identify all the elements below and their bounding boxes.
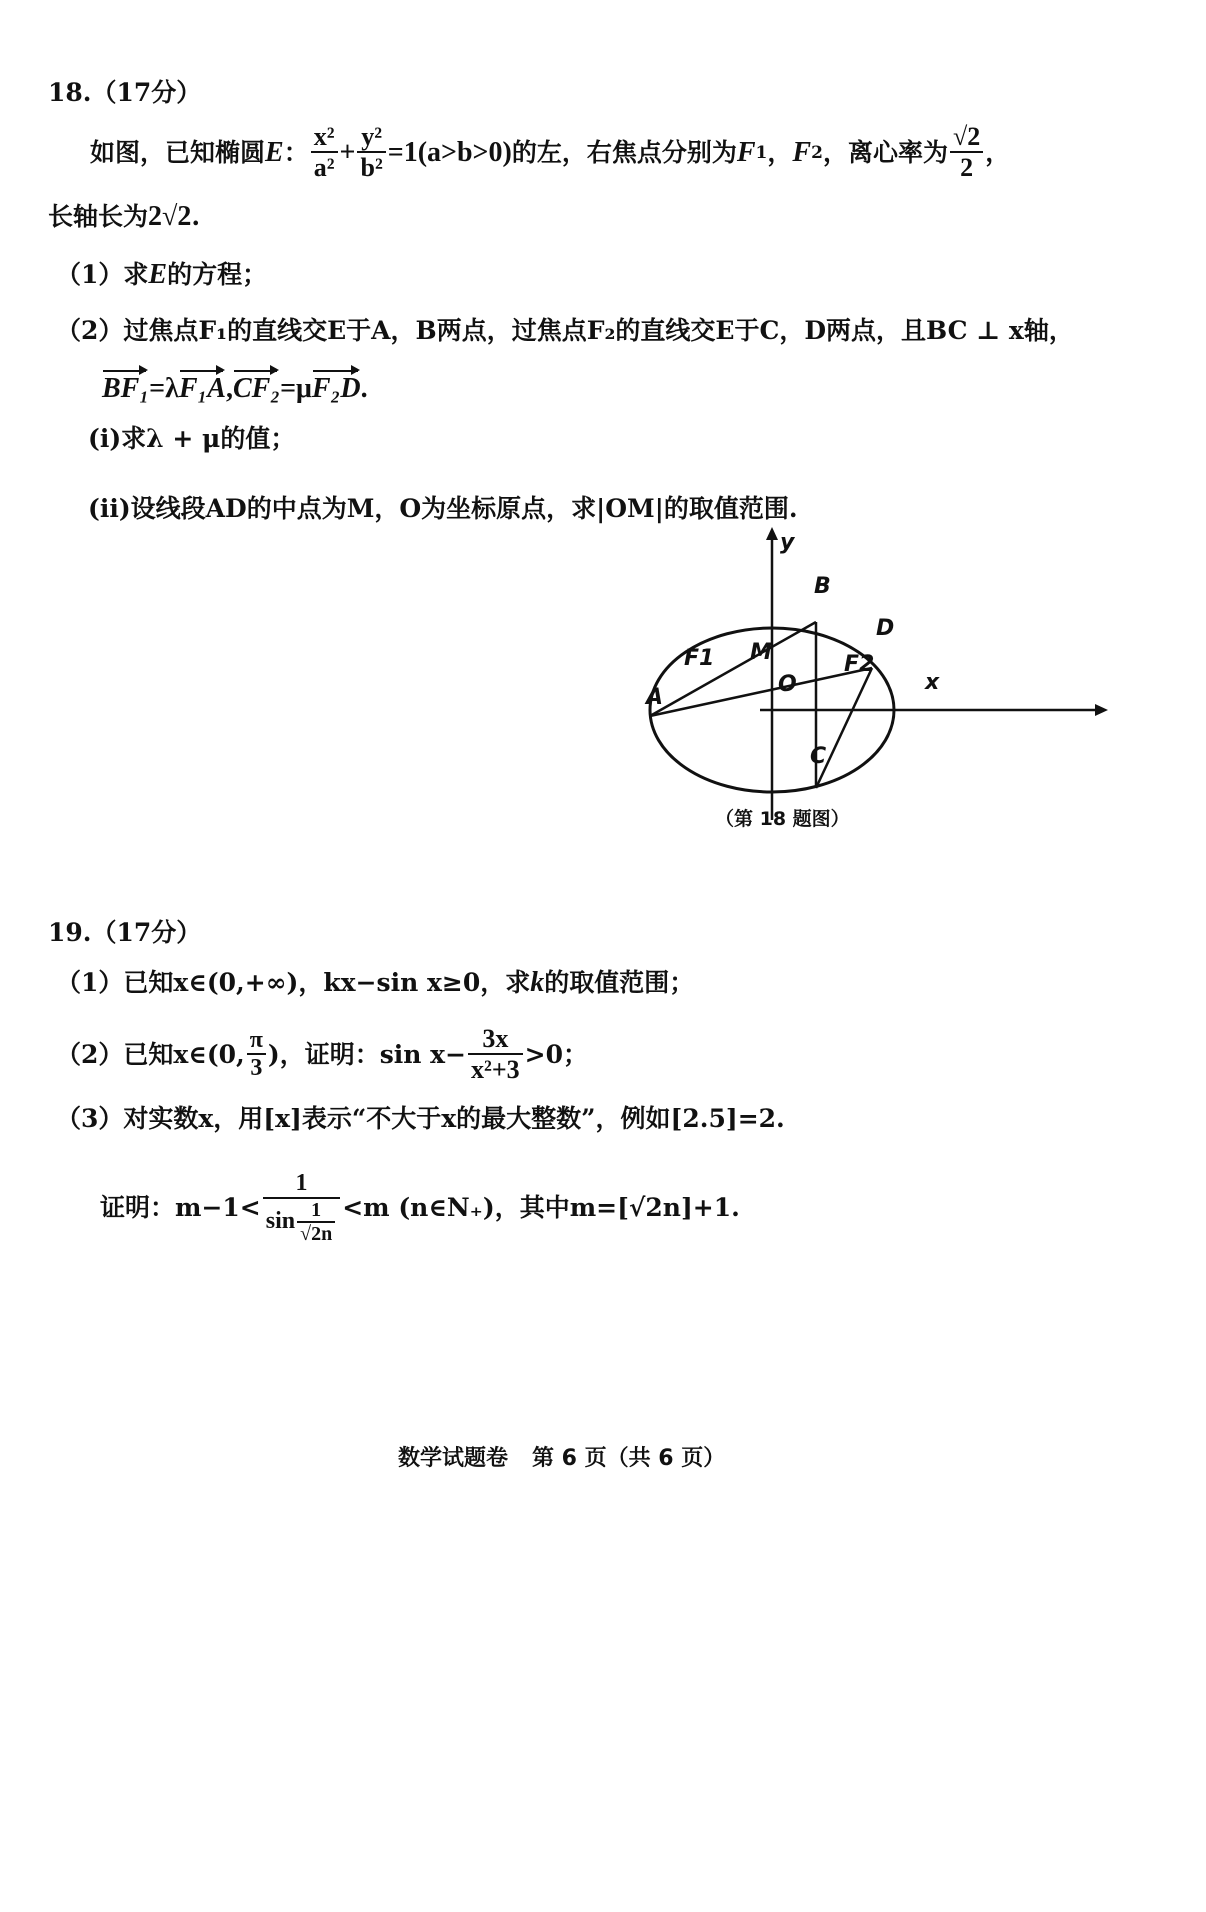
x2-over-a2-fraction: $\frac{\text{x²}}{\text{a²}}$ <box>311 123 338 183</box>
q18-part2: （2）过焦点F₁的直线交E于A，B两点，过焦点F₂的直线交E于C，D两点，且BC ⊥ x轴， <box>56 316 1074 345</box>
y-axis-arrow-icon <box>766 527 778 540</box>
vector-CF2: CF₂ <box>232 373 281 404</box>
label-F1: F1 <box>684 646 715 671</box>
label-B: B <box>814 574 831 599</box>
q18-part2-ii: (ⅱ)设线段AD的中点为M，O为坐标原点，求|OM|的取值范围. <box>88 494 798 523</box>
vector-F2D: F₂D <box>311 373 361 404</box>
footer-page-number: 第 6 页（共 6 页） <box>532 1446 726 1471</box>
x-axis-arrow-icon <box>1095 704 1108 716</box>
label-x: x <box>925 670 940 695</box>
label-O: O <box>778 672 797 697</box>
q18-part2-i: (ⅰ)求λ + μ的值； <box>88 424 296 453</box>
label-C: C <box>810 744 827 769</box>
q19-proof-line: 证明：m−1< 1 sin $\frac{1}{√2n}$ <m (n∈N₊)，其中m=[√2n]+1. <box>100 1170 740 1245</box>
label-y: y <box>780 530 795 555</box>
label-F2: F2 <box>844 652 875 677</box>
label-M: M <box>750 640 772 665</box>
q19-part2: （2） 已知x∈(0, $\frac{\pi}{3}$ )，证明：sin x− $\frac{3x}{\text{x²+3}}$ >0； <box>56 1023 589 1085</box>
q19-header: 19.（17分） <box>48 918 202 947</box>
line-CD <box>816 668 872 788</box>
q18-intro-line: 如图，已知椭圆 E ： $\frac{\text{x²}}{\text{a²}}$ + $\frac{\text{y²}}{\text{b²}}$ =1(a>b>0) 的左，右焦点分别为 F 1 ， F 2 ，离心率为 $\frac{√2}{2}$ ， <box>90 121 1011 183</box>
q18-vector-relation: BF₁=λF₁A,CF₂=μF₂D. <box>102 373 368 404</box>
3x-over-x2-plus-3-fraction: $\frac{3x}{\text{x²+3}}$ <box>468 1025 523 1085</box>
q19-part3: （3）对实数x，用[x]表示“不大于x的最大整数”，例如[2.5]=2. <box>56 1104 785 1133</box>
y2-over-b2-fraction: $\frac{\text{y²}}{\text{b²}}$ <box>357 123 385 183</box>
figure-caption: （第 18 题图） <box>715 808 850 830</box>
one-over-sqrt2n-fraction: $\frac{1}{√2n}$ <box>297 1199 335 1246</box>
q18-header: 18.（17分） <box>48 78 202 107</box>
footer-title: 数学试题卷 <box>398 1446 509 1471</box>
line-AB <box>650 622 816 716</box>
eccentricity-fraction: $\frac{√2}{2}$ <box>950 123 983 183</box>
vector-BF1: BF₁ <box>102 373 150 404</box>
vector-F1A: F₁A <box>178 373 226 404</box>
pi-over-3-fraction: $\frac{\pi}{3}$ <box>247 1027 266 1083</box>
label-A: A <box>646 685 664 710</box>
q18-part1: （1）求E的方程； <box>56 259 268 290</box>
label-D: D <box>876 616 895 641</box>
q19-part1: （1）已知x∈(0,+∞)，kx−sin x≥0，求k的取值范围； <box>56 967 695 998</box>
one-over-sin-fraction: 1 sin $\frac{1}{√2n}$ <box>263 1170 340 1245</box>
q18-major-axis-line: 长轴长为2√2. <box>48 201 201 232</box>
